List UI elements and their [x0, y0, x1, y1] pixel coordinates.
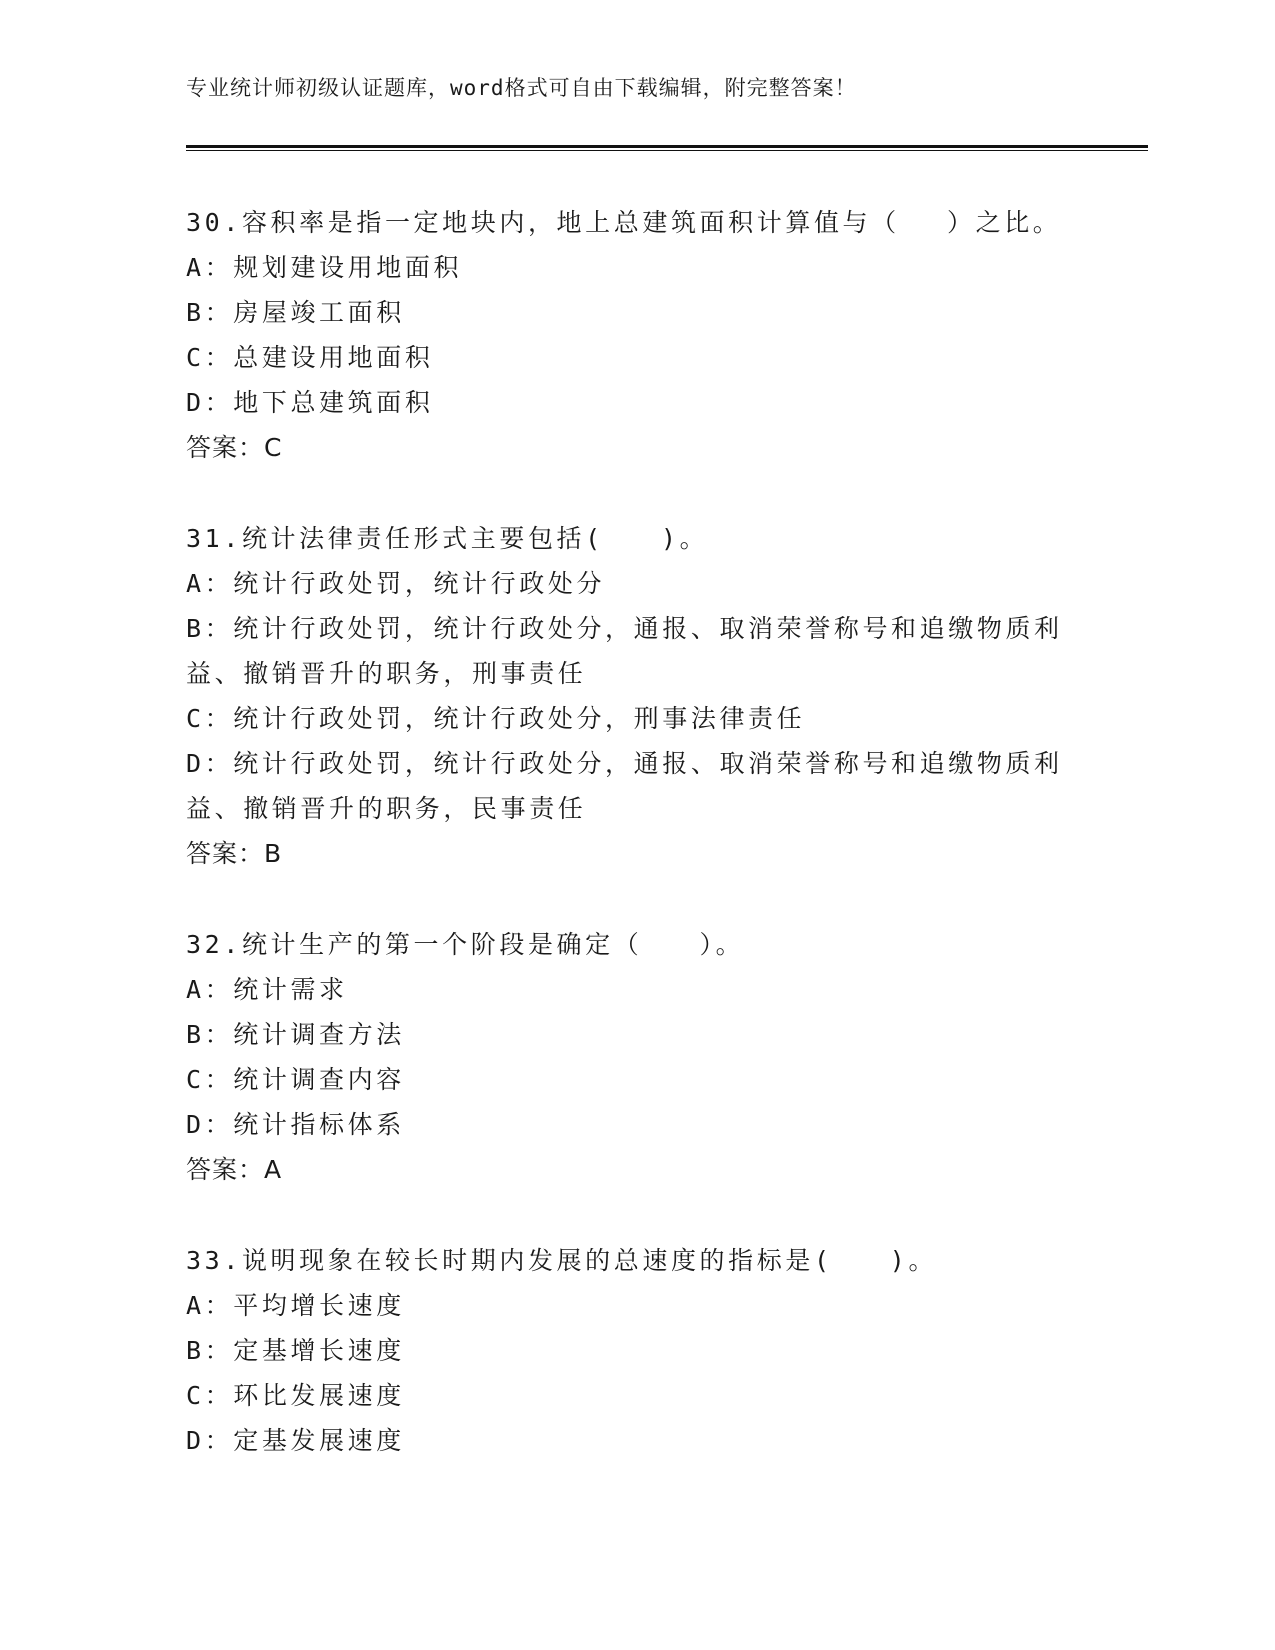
- question-30-option-c: C：总建设用地面积: [186, 343, 434, 372]
- question-32-answer: 答案：A: [186, 1155, 283, 1184]
- question-33-option-d: D：定基发展速度: [186, 1426, 405, 1455]
- question-31-option-b: B：统计行政处罚，统计行政处分，通报、取消荣誉称号和追缴物质利: [186, 614, 1063, 643]
- question-32-option-d: D：统计指标体系: [186, 1110, 405, 1139]
- question-31: [186, 516, 1086, 876]
- question-30-answer: 答案：C: [186, 433, 283, 462]
- question-33-stem: 33.说明现象在较长时期内发展的总速度的指标是( )。: [186, 1246, 938, 1275]
- question-32-option-b: B：统计调查方法: [186, 1020, 405, 1049]
- question-30-option-a: A：规划建设用地面积: [186, 253, 463, 282]
- question-31-option-a: A：统计行政处罚，统计行政处分: [186, 569, 606, 598]
- question-31-option-b-cont: 益、撤销晋升的职务，刑事责任: [186, 659, 587, 688]
- question-33: [186, 1238, 1086, 1463]
- header-divider-thin: [186, 150, 1148, 151]
- document-header: 专业统计师初级认证题库，word格式可自由下载编辑，附完整答案！: [186, 76, 857, 100]
- question-31-option-c: C：统计行政处罚，统计行政处分，刑事法律责任: [186, 704, 806, 733]
- question-30-option-b: B：房屋竣工面积: [186, 298, 405, 327]
- header-divider-thick: [186, 145, 1148, 148]
- question-32: [186, 922, 1086, 1192]
- question-31-answer: 答案：B: [186, 839, 283, 868]
- question-30-stem: 30.容积率是指一定地块内，地上总建筑面积计算值与（ ）之比。: [186, 208, 1062, 237]
- question-32-stem: 32.统计生产的第一个阶段是确定（ ）。: [186, 930, 745, 959]
- question-list: [186, 200, 1086, 1509]
- question-31-stem: 31.统计法律责任形式主要包括( )。: [186, 524, 709, 553]
- question-33-option-c: C：环比发展速度: [186, 1381, 405, 1410]
- question-31-option-d: D：统计行政处罚，统计行政处分，通报、取消荣誉称号和追缴物质利: [186, 749, 1063, 778]
- question-30: [186, 200, 1086, 470]
- question-31-option-d-cont: 益、撤销晋升的职务，民事责任: [186, 794, 587, 823]
- question-33-option-b: B：定基增长速度: [186, 1336, 405, 1365]
- question-32-option-a: A：统计需求: [186, 975, 348, 1004]
- question-32-option-c: C：统计调查内容: [186, 1065, 405, 1094]
- question-33-option-a: A：平均增长速度: [186, 1291, 405, 1320]
- question-30-option-d: D：地下总建筑面积: [186, 388, 434, 417]
